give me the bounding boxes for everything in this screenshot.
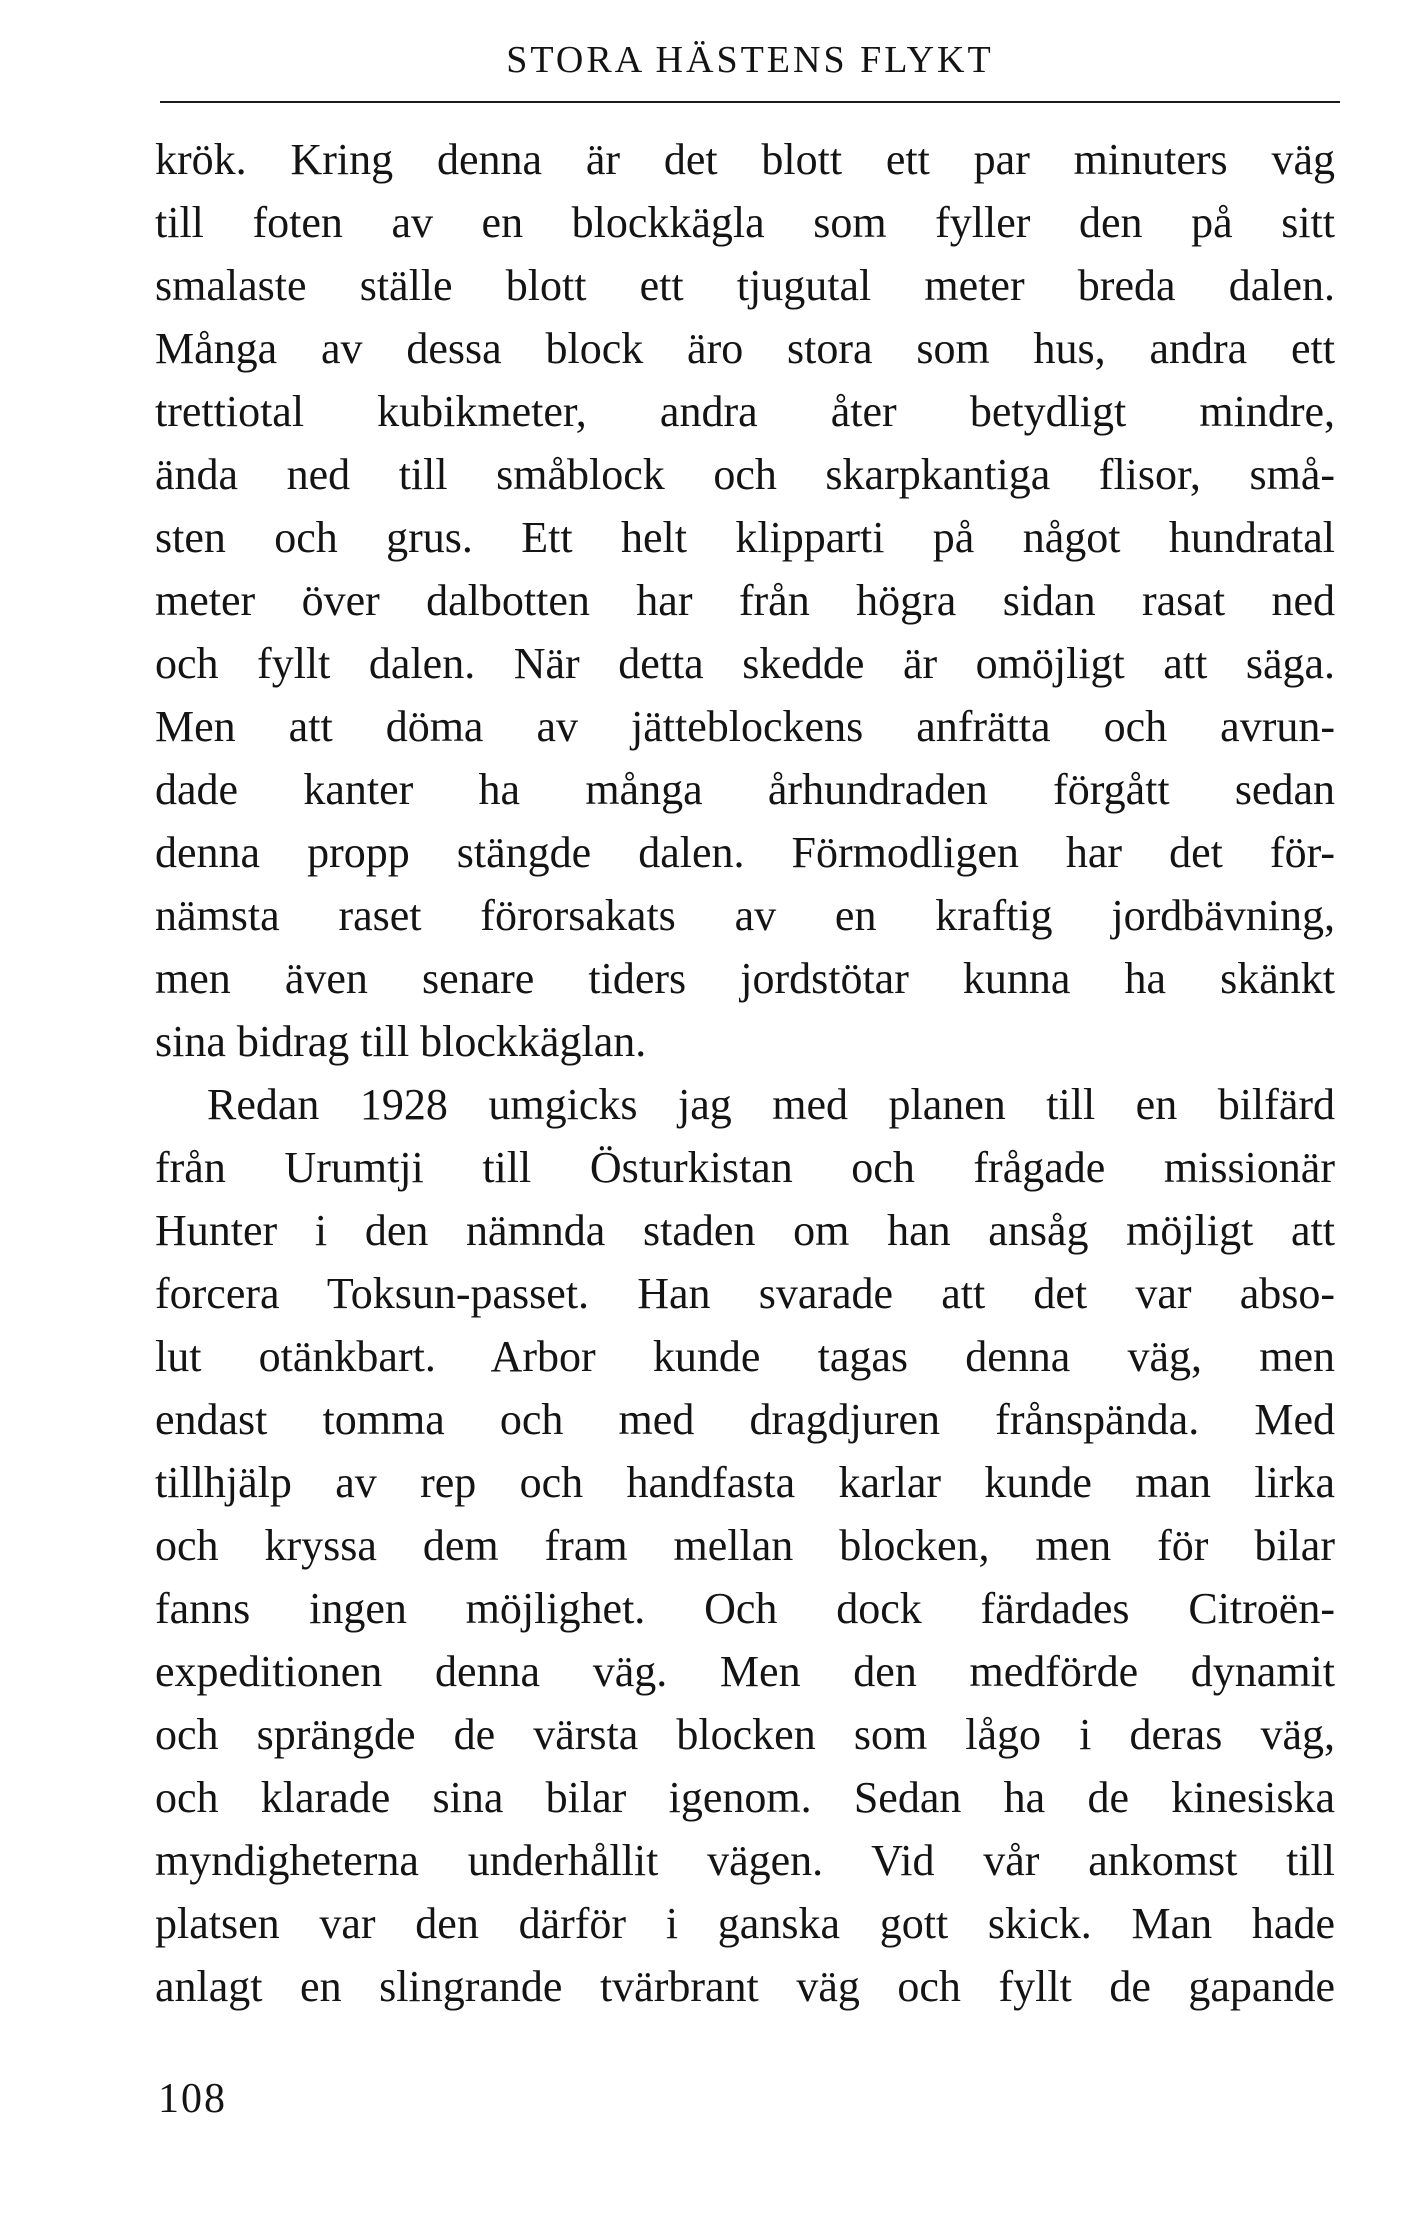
text-line: forcera Toksun-passet. Han svarade att det var abso- <box>155 1269 1335 1318</box>
text-line: Många av dessa block äro stora som hus, andra ett <box>155 324 1335 373</box>
text-line: och klarade sina bilar igenom. Sedan ha de kinesiska <box>155 1773 1335 1822</box>
text-line: platsen var den därför i ganska gott skick. Man hade <box>155 1899 1335 1948</box>
text-line-paragraph-start: Redan 1928 umgicks jag med planen till en bilfärd <box>207 1080 1335 1129</box>
body-text <box>155 128 1335 2018</box>
text-line-paragraph-end: sina bidrag till blockkäglan. <box>155 1017 647 1066</box>
text-line: Hunter i den nämnda staden om han ansåg möjligt att <box>155 1206 1335 1255</box>
text-line: och kryssa dem fram mellan blocken, men för bilar <box>155 1521 1335 1570</box>
text-line: men även senare tiders jordstötar kunna ha skänkt <box>155 954 1335 1003</box>
text-line: expeditionen denna väg. Men den medförde dynamit <box>155 1647 1335 1696</box>
page-number: 108 <box>158 2076 227 2122</box>
text-line: meter över dalbotten har från högra sidan rasat ned <box>155 576 1335 625</box>
text-line: Men att döma av jätteblockens anfrätta och avrun- <box>155 702 1335 751</box>
text-line: anlagt en slingrande tvärbrant väg och fyllt de gapande <box>155 1962 1335 2011</box>
text-line: myndigheterna underhållit vägen. Vid vår ankomst till <box>155 1836 1335 1885</box>
text-line: ända ned till småblock och skarpkantiga flisor, små- <box>155 450 1335 499</box>
text-line: smalaste ställe blott ett tjugutal meter breda dalen. <box>155 261 1335 310</box>
text-line: till foten av en blockkägla som fyller den på sitt <box>155 198 1335 247</box>
text-line: endast tomma och med dragdjuren frånspända. Med <box>155 1395 1335 1444</box>
text-line: dade kanter ha många århundraden förgått sedan <box>155 765 1335 814</box>
text-line: och sprängde de värsta blocken som lågo i deras väg, <box>155 1710 1335 1759</box>
text-line: nämsta raset förorsakats av en kraftig jordbävning, <box>155 891 1335 940</box>
text-line: och fyllt dalen. När detta skedde är omöjligt att säga. <box>155 639 1335 688</box>
text-line: från Urumtji till Östurkistan och frågade missionär <box>155 1143 1335 1192</box>
text-line: sten och grus. Ett helt klipparti på något hundratal <box>155 513 1335 562</box>
text-line: tillhjälp av rep och handfasta karlar kunde man lirka <box>155 1458 1335 1507</box>
text-line: trettiotal kubikmeter, andra åter betydligt mindre, <box>155 387 1335 436</box>
text-line: krök. Kring denna är det blott ett par minuters väg <box>155 135 1335 184</box>
header-rule <box>160 101 1340 103</box>
text-line: denna propp stängde dalen. Förmodligen har det för- <box>155 828 1335 877</box>
text-line: fanns ingen möjlighet. Och dock färdades Citroën- <box>155 1584 1335 1633</box>
running-title: STORA HÄSTENS FLYKT <box>506 39 994 81</box>
text-line: lut otänkbart. Arbor kunde tagas denna väg, men <box>155 1332 1335 1381</box>
